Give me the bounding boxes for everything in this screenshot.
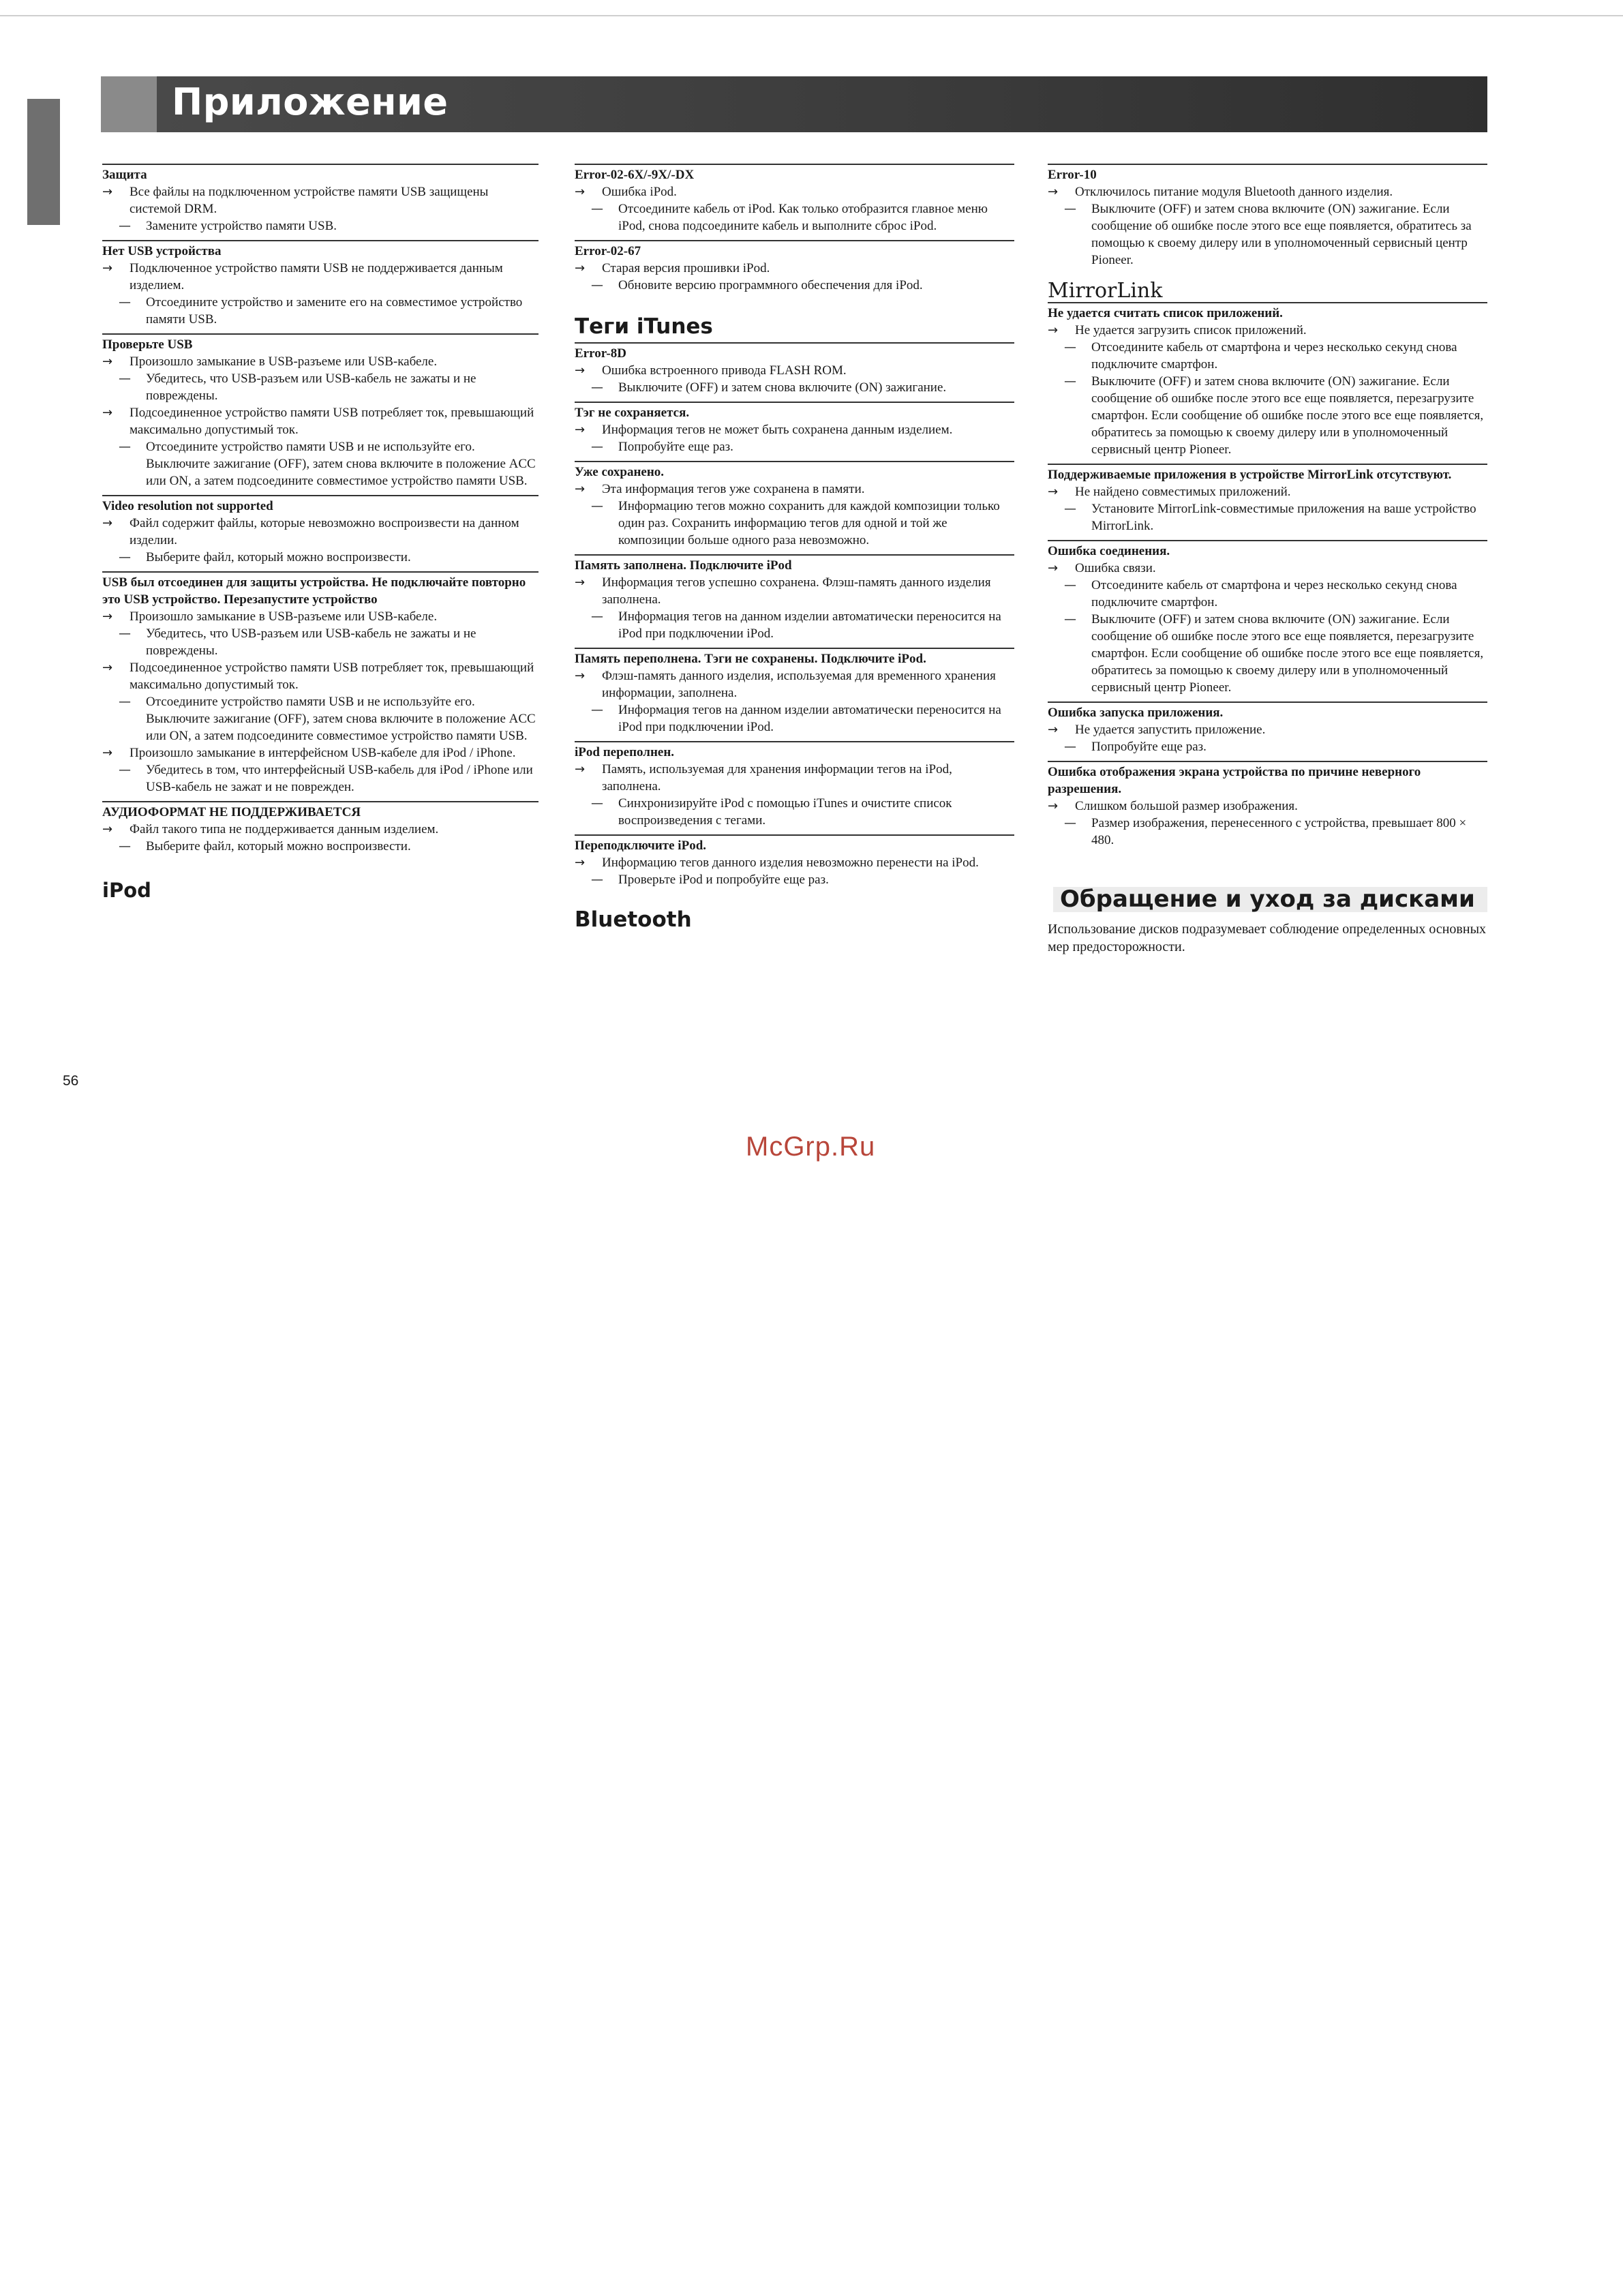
arrow-icon: → xyxy=(102,354,113,369)
cause-item xyxy=(1048,721,1487,738)
cause-item xyxy=(1048,183,1487,200)
item-text: Информация тегов не может быть сохранена данным изделием. xyxy=(602,423,953,437)
remedy-item xyxy=(1048,738,1487,755)
remedy-item xyxy=(102,761,539,796)
item-text: Слишком большой размер изображения. xyxy=(1075,799,1298,813)
dash-icon: — xyxy=(1064,502,1076,516)
dash-icon: — xyxy=(591,703,603,717)
remedy-item xyxy=(575,277,1014,294)
dash-icon: — xyxy=(1064,202,1076,216)
cause-item xyxy=(1048,798,1487,815)
dash-icon: — xyxy=(591,202,603,216)
remedy-item xyxy=(1048,611,1487,696)
arrow-icon: → xyxy=(102,661,113,675)
troubleshoot-section xyxy=(575,554,1014,642)
item-text: Информация тегов на данном изделии автоматически переносится на iPod при подключении iPod. xyxy=(618,703,1001,734)
item-text: Выключите (OFF) и затем снова включите (ON) зажигание. Если сообщение об ошибке после этого все еще появляется, перезагрузите смартфон. Если сообщение об ошибке после этого все еще появляется, обратитесь за помощью к своему дилеру или в уполномоченный сервисный центр Pioneer. xyxy=(1091,374,1484,457)
item-text: Все файлы на подключенном устройстве памяти USB защищены системой DRM. xyxy=(130,185,489,216)
troubleshoot-section xyxy=(1048,761,1487,849)
item-text: Попробуйте еще раз. xyxy=(1091,740,1207,754)
arrow-icon: → xyxy=(575,261,586,275)
dash-icon: — xyxy=(591,380,603,395)
dash-icon: — xyxy=(591,278,603,292)
arrow-icon: → xyxy=(102,185,113,199)
remedy-item xyxy=(1048,339,1487,373)
remedy-item xyxy=(1048,577,1487,611)
page-title: Приложение xyxy=(172,80,449,123)
troubleshoot-section xyxy=(102,801,539,855)
section-title: Проверьте USB xyxy=(102,337,193,352)
item-text: Замените устройство памяти USB. xyxy=(146,219,337,233)
item-text: Ошибка iPod. xyxy=(602,185,677,199)
dash-icon: — xyxy=(119,695,131,709)
cause-item xyxy=(102,404,539,438)
item-text: Эта информация тегов уже сохранена в памяти. xyxy=(602,482,865,496)
item-text: Выключите (OFF) и затем снова включите (ON) зажигание. Если сообщение об ошибке после этого все еще появляется, обратитесь за помощью к своему дилеру или в уполномоченный сервисный центр Pioneer. xyxy=(1091,202,1472,267)
item-text: Попробуйте еще раз. xyxy=(618,440,733,454)
troubleshoot-section xyxy=(102,333,539,489)
col3-top-sections xyxy=(1048,164,1487,269)
troubleshoot-section xyxy=(102,495,539,566)
section-title: Error-02-67 xyxy=(575,244,641,258)
cause-item xyxy=(102,608,539,625)
section-title: Ошибка запуска приложения. xyxy=(1048,706,1224,720)
cause-item xyxy=(575,854,1014,871)
section-title: Ошибка отображения экрана устройства по причине неверного разрешения. xyxy=(1048,765,1421,796)
troubleshoot-section xyxy=(575,240,1014,294)
arrow-icon: → xyxy=(1048,723,1059,737)
header-square xyxy=(101,76,157,132)
item-text: Память, используемая для хранения информации тегов на iPod, заполнена. xyxy=(602,762,952,794)
cause-item xyxy=(575,761,1014,795)
remedy-item xyxy=(1048,500,1487,534)
cause-item xyxy=(575,183,1014,200)
item-text: Информация тегов на данном изделии автоматически переносится на iPod при подключении iPod. xyxy=(618,609,1001,641)
troubleshoot-section xyxy=(1048,540,1487,696)
cause-item xyxy=(575,574,1014,608)
item-text: Убедитесь, что USB-разъем или USB-кабель не зажаты и не повреждены. xyxy=(146,626,476,658)
item-text: Выключите (OFF) и затем снова включите (ON) зажигание. Если сообщение об ошибке после этого все еще появляется, перезагрузите смартфон. Если сообщение об ошибке после этого все еще появляется, обратитесь за помощью к своему дилеру или в уполномоченный сервисный центр Pioneer. xyxy=(1091,612,1484,695)
dash-icon: — xyxy=(119,219,131,233)
troubleshoot-section xyxy=(575,834,1014,888)
section-title: Переподключите iPod. xyxy=(575,839,707,853)
cause-item xyxy=(102,183,539,217)
troubleshoot-section xyxy=(102,164,539,235)
section-title: iPod переполнен. xyxy=(575,745,675,759)
dash-icon: — xyxy=(119,440,131,454)
item-text: Отсоедините кабель от iPod. Как только отобразится главное меню iPod, снова подсоедините кабель и выполните сброс iPod. xyxy=(618,202,988,233)
cause-item xyxy=(575,362,1014,379)
arrow-icon: → xyxy=(102,261,113,275)
ipod-heading: iPod xyxy=(102,879,151,902)
arrow-icon: → xyxy=(575,856,586,870)
remedy-item xyxy=(575,438,1014,455)
arrow-icon: → xyxy=(575,575,586,590)
cause-item xyxy=(1048,483,1487,500)
itunes-tags-heading: Теги iTunes xyxy=(575,314,713,339)
troubleshoot-section xyxy=(575,741,1014,829)
column-right xyxy=(1048,164,1487,956)
item-text: Обновите версию программного обеспечения для iPod. xyxy=(618,278,923,292)
item-text: Информацию тегов данного изделия невозможно перенести на iPod. xyxy=(602,856,979,870)
col2-bottom-sections xyxy=(575,342,1014,888)
troubleshoot-section xyxy=(1048,302,1487,458)
col2-top-sections xyxy=(575,164,1014,294)
dash-icon: — xyxy=(591,796,603,811)
troubleshoot-section xyxy=(1048,464,1487,534)
dash-icon: — xyxy=(591,440,603,454)
item-text: Подключенное устройство памяти USB не поддерживается данным изделием. xyxy=(130,261,503,292)
cause-item xyxy=(575,667,1014,701)
watermark: McGrp.Ru xyxy=(746,1132,876,1162)
disk-care-heading: Обращение и уход за дисками xyxy=(1053,887,1487,912)
dash-icon: — xyxy=(119,763,131,777)
section-title: Video resolution not supported xyxy=(102,499,273,513)
item-text: Произошло замыкание в интерфейсном USB-кабеле для iPod / iPhone. xyxy=(130,746,516,760)
item-text: Выберите файл, который можно воспроизвести. xyxy=(146,839,411,854)
column-left xyxy=(102,164,539,902)
item-text: Произошло замыкание в USB-разъеме или USB-кабеле. xyxy=(130,609,438,624)
item-text: Размер изображения, перенесенного с устройства, превышает 800 × 480. xyxy=(1091,816,1467,847)
section-title: Поддерживаемые приложения в устройстве MirrorLink отсутствуют. xyxy=(1048,468,1452,482)
item-text: Синхронизируйте iPod с помощью iTunes и очистите список воспроизведения с тегами. xyxy=(618,796,952,828)
cause-item xyxy=(102,659,539,693)
cause-item xyxy=(102,515,539,549)
remedy-item xyxy=(575,379,1014,396)
item-text: Отсоедините устройство и замените его на совместимое устройство памяти USB. xyxy=(146,295,523,327)
dash-icon: — xyxy=(1064,340,1076,354)
dash-icon: — xyxy=(591,499,603,513)
arrow-icon: → xyxy=(102,406,113,420)
item-text: Убедитесь в том, что интерфейсный USB-кабель для iPod / iPhone или USB-кабель не зажат и не поврежден. xyxy=(146,763,533,794)
item-text: Информацию тегов можно сохранить для каждой композиции только один раз. Сохранить информацию тегов для одной и той же композиции больше одного раза невозможно. xyxy=(618,499,1000,547)
col3-bottom-sections xyxy=(1048,302,1487,849)
item-text: Убедитесь, что USB-разъем или USB-кабель не зажаты и не повреждены. xyxy=(146,372,476,403)
cause-item xyxy=(1048,322,1487,339)
item-text: Проверьте iPod и попробуйте еще раз. xyxy=(618,873,829,887)
remedy-item xyxy=(102,217,539,235)
section-title: Error-02-6X/-9X/-DX xyxy=(575,168,695,182)
section-title: Нет USB устройства xyxy=(102,244,222,258)
troubleshoot-section xyxy=(102,571,539,796)
dash-icon: — xyxy=(1064,740,1076,754)
remedy-item xyxy=(102,438,539,489)
item-text: Отключилось питание модуля Bluetooth данного изделия. xyxy=(1075,185,1393,199)
dash-icon: — xyxy=(119,626,131,641)
troubleshoot-section xyxy=(1048,701,1487,755)
cause-item xyxy=(102,353,539,370)
remedy-item xyxy=(575,608,1014,642)
dash-icon: — xyxy=(119,372,131,386)
dash-icon: — xyxy=(1064,816,1076,830)
item-text: Файл содержит файлы, которые невозможно воспроизвести на данном изделии. xyxy=(130,516,519,547)
cause-item xyxy=(102,821,539,838)
remedy-item xyxy=(102,838,539,855)
remedy-item xyxy=(102,693,539,744)
cause-item xyxy=(1048,560,1487,577)
arrow-icon: → xyxy=(102,516,113,530)
troubleshoot-section xyxy=(575,164,1014,235)
item-text: Ошибка встроенного привода FLASH ROM. xyxy=(602,363,847,378)
item-text: Флэш-память данного изделия, используемая для временного хранения информации, заполнена. xyxy=(602,669,996,700)
top-rule xyxy=(0,15,1623,16)
mirrorlink-heading: MirrorLink xyxy=(1048,279,1163,303)
cause-item xyxy=(102,744,539,761)
section-title: Тэг не сохраняется. xyxy=(575,406,690,420)
arrow-icon: → xyxy=(1048,561,1059,575)
disk-care-text: Использование дисков подразумевает соблюдение определенных основных мер предосторожности. xyxy=(1048,922,1487,954)
remedy-item xyxy=(575,498,1014,549)
arrow-icon: → xyxy=(102,822,113,836)
arrow-icon: → xyxy=(1048,185,1059,199)
remedy-item xyxy=(575,701,1014,736)
troubleshoot-section xyxy=(102,240,539,328)
arrow-icon: → xyxy=(102,609,113,624)
dash-icon: — xyxy=(119,550,131,564)
arrow-icon: → xyxy=(575,423,586,437)
item-text: Информация тегов успешно сохранена. Флэш-память данного изделия заполнена. xyxy=(602,575,991,607)
item-text: Не удается загрузить список приложений. xyxy=(1075,323,1307,337)
troubleshoot-section xyxy=(575,402,1014,455)
arrow-icon: → xyxy=(102,746,113,760)
bluetooth-heading: Bluetooth xyxy=(575,907,692,932)
troubleshoot-section xyxy=(575,648,1014,736)
cause-item xyxy=(102,260,539,294)
section-title: Error-10 xyxy=(1048,168,1097,182)
dash-icon: — xyxy=(591,873,603,887)
remedy-item xyxy=(102,370,539,404)
remedy-item xyxy=(1048,815,1487,849)
arrow-icon: → xyxy=(575,363,586,378)
remedy-item xyxy=(575,871,1014,888)
troubleshoot-section xyxy=(575,342,1014,396)
item-text: Установите MirrorLink-совместимые приложения на ваше устройство MirrorLink. xyxy=(1091,502,1476,533)
dash-icon: — xyxy=(1064,578,1076,592)
item-text: Старая версия прошивки iPod. xyxy=(602,261,770,275)
remedy-item xyxy=(575,795,1014,829)
item-text: Подсоединенное устройство памяти USB потребляет ток, превышающий максимально допустимый ток. xyxy=(130,661,534,692)
item-text: Не удается запустить приложение. xyxy=(1075,723,1266,737)
section-title: Уже сохранено. xyxy=(575,465,665,479)
remedy-item xyxy=(1048,200,1487,269)
remedy-item xyxy=(1048,373,1487,458)
col1-sections xyxy=(102,164,539,855)
section-title: Защита xyxy=(102,168,147,182)
item-text: Отсоедините кабель от смартфона и через несколько секунд снова подключите смартфон. xyxy=(1091,340,1457,372)
item-text: Произошло замыкание в USB-разъеме или USB-кабеле. xyxy=(130,354,438,369)
dash-icon: — xyxy=(119,295,131,309)
arrow-icon: → xyxy=(575,762,586,776)
column-middle xyxy=(575,164,1014,932)
section-title: АУДИОФОРМАТ НЕ ПОДДЕРЖИВАЕТСЯ xyxy=(102,805,361,819)
remedy-item xyxy=(102,625,539,659)
dash-icon: — xyxy=(119,839,131,854)
arrow-icon: → xyxy=(575,185,586,199)
cause-item xyxy=(575,421,1014,438)
item-text: Выключите (OFF) и затем снова включите (ON) зажигание. xyxy=(618,380,947,395)
remedy-item xyxy=(575,200,1014,235)
page-header-bar xyxy=(101,76,1487,132)
arrow-icon: → xyxy=(575,669,586,683)
dash-icon: — xyxy=(591,609,603,624)
arrow-icon: → xyxy=(1048,323,1059,337)
remedy-item xyxy=(102,549,539,566)
troubleshoot-section xyxy=(1048,164,1487,269)
section-title: USB был отсоединен для защиты устройства. Не подключайте повторно это USB устройство. Перезапустите устройство xyxy=(102,575,526,607)
page-number: 56 xyxy=(63,1073,79,1089)
dash-icon: — xyxy=(1064,612,1076,626)
cause-item xyxy=(575,260,1014,277)
troubleshoot-section xyxy=(575,461,1014,549)
section-title: Память переполнена. Тэги не сохранены. Подключите iPod. xyxy=(575,652,926,666)
arrow-icon: → xyxy=(1048,485,1059,499)
arrow-icon: → xyxy=(1048,799,1059,813)
item-text: Отсоедините устройство памяти USB и не используйте его. Выключите зажигание (OFF), затем снова включите в положение ACC или ON, а затем подсоедините совместимое устройство памяти USB. xyxy=(146,695,536,743)
item-text: Не найдено совместимых приложений. xyxy=(1075,485,1291,499)
cause-item xyxy=(575,481,1014,498)
item-text: Отсоедините кабель от смартфона и через несколько секунд снова подключите смартфон. xyxy=(1091,578,1457,609)
item-text: Выберите файл, который можно воспроизвести. xyxy=(146,550,411,564)
item-text: Файл такого типа не поддерживается данным изделием. xyxy=(130,822,439,836)
dash-icon: — xyxy=(1064,374,1076,389)
section-title: Ошибка соединения. xyxy=(1048,544,1170,558)
section-title: Память заполнена. Подключите iPod xyxy=(575,558,792,573)
remedy-item xyxy=(102,294,539,328)
section-tab-marker xyxy=(27,99,60,225)
section-title: Не удается считать список приложений. xyxy=(1048,306,1283,320)
section-title: Error-8D xyxy=(575,346,626,361)
item-text: Ошибка связи. xyxy=(1075,561,1156,575)
item-text: Подсоединенное устройство памяти USB потребляет ток, превышающий максимально допустимый ток. xyxy=(130,406,534,437)
arrow-icon: → xyxy=(575,482,586,496)
item-text: Отсоедините устройство памяти USB и не используйте его. Выключите зажигание (OFF), затем снова включите в положение ACC или ON, а затем подсоедините совместимое устройство памяти USB. xyxy=(146,440,536,488)
